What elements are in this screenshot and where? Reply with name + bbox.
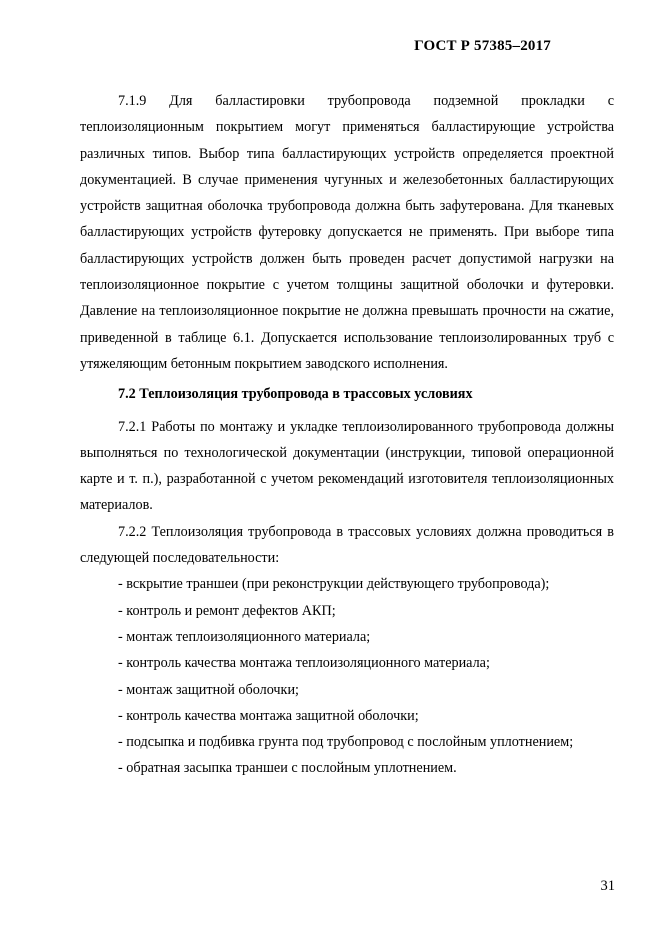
document-standard-header: ГОСТ Р 57385–2017 (414, 38, 551, 54)
list-item: - подсыпка и подбивка грунта под трубопровод с послойным уплотнением; (118, 734, 574, 751)
sequence-list (80, 571, 614, 781)
section-heading-7-2: 7.2 Теплоизоляция трубопровода в трассовых условиях (118, 386, 473, 403)
paragraph-7-2-2: 7.2.2 Теплоизоляция трубопровода в трассовых условиях должна проводиться в следующей последовательности: (80, 523, 614, 567)
page-number: 31 (600, 878, 615, 894)
paragraph-7-2-1: 7.2.1 Работы по монтажу и укладке теплоизолированного трубопровода должны выполняться по технологической документации (инструкции, типовой операционной карте и т. п.), разработанной с учетом рекомендаций изготовителя теплоизоляционных материалов. (80, 418, 614, 514)
paragraph-7-1-9: 7.1.9 Для балластировки трубопровода подземной прокладки с теплоизоляционным покрытием могут применяться балластирующие устройства различных типов. Выбор типа балластирующих устройств определяется проектной документацией. В случае применения чугунных и железобетонных балластирующих устройств защитная оболочка трубопровода должна быть зафутерована. Для тканевых балластирующих устройств футеровку допускается не применять. При выборе типа балластирующих устройств должен быть проведен расчет допустимой нагрузки на теплоизоляционное покрытие с учетом толщины защитной оболочки и футеровки. Давление на теплоизоляционное покрытие не должна превышать прочности на сжатие, приведенной в таблице 6.1. Допускается использование теплоизолированных труб с утяжеляющим бетонным покрытием заводского исполнения. (80, 93, 614, 372)
document-body (80, 88, 614, 782)
list-item: - контроль качества монтажа теплоизоляционного материала; (118, 655, 490, 672)
list-item: - обратная засыпка траншеи с послойным уплотнением. (118, 760, 457, 777)
list-item: - монтаж защитной оболочки; (118, 681, 299, 698)
list-item: - монтаж теплоизоляционного материала; (118, 628, 371, 645)
list-item: - контроль качества монтажа защитной оболочки; (118, 707, 419, 724)
list-item: - вскрытие траншеи (при реконструкции действующего трубопровода); (118, 576, 550, 593)
list-item: - контроль и ремонт дефектов АКП; (118, 602, 336, 619)
